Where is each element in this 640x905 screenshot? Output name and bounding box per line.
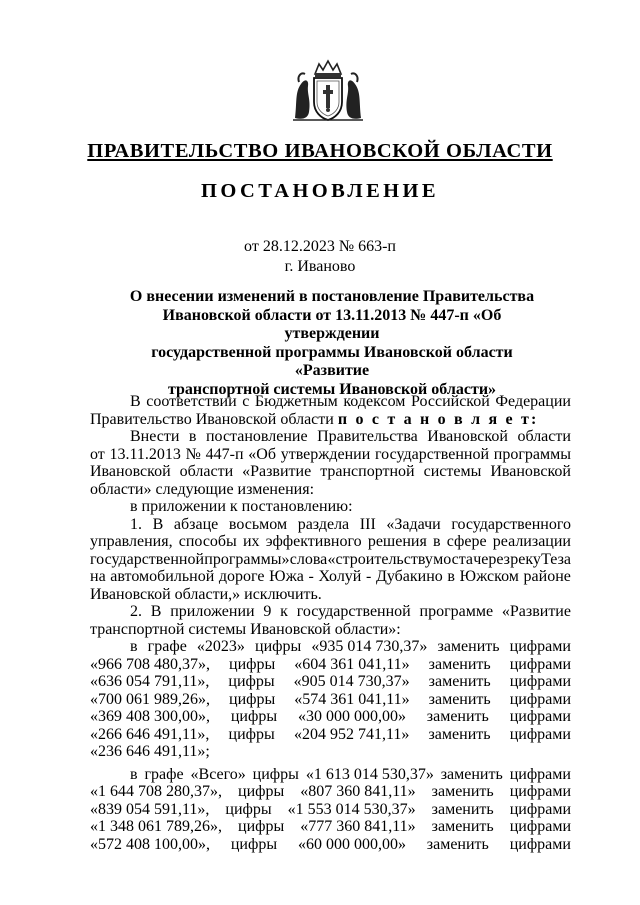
body-word: заменить — [428, 725, 491, 743]
body-word: цифры — [229, 690, 276, 708]
city: г. Иваново — [284, 258, 356, 275]
body-word: восьмом — [228, 515, 288, 533]
title-line: О внесении изменений в постановление Правительства — [129, 288, 535, 305]
body-word: слова — [289, 550, 328, 568]
body-line — [90, 691, 571, 709]
body-word: цифрами — [509, 765, 571, 783]
body-line — [90, 656, 571, 674]
body-word: цифры — [230, 835, 278, 853]
body-word: «266 646 491,11», — [90, 725, 210, 743]
body-word: программе — [419, 603, 494, 620]
body-line — [90, 603, 571, 621]
body-line: Ивановской области,» исключить. — [90, 585, 322, 603]
body-word: в — [433, 533, 441, 550]
body-line — [90, 411, 571, 429]
body-word: цифрами — [509, 818, 571, 835]
body-word: заменить — [426, 708, 489, 725]
body-word: Дубакино — [375, 568, 443, 585]
body-word: цифрами — [509, 783, 571, 800]
body-word: Ивановской — [90, 463, 171, 480]
body-word: Федерации — [495, 393, 571, 410]
body-word: программы — [493, 445, 571, 463]
body-word: «Всего» — [190, 765, 246, 783]
body-word: «1 613 014 530,37» — [305, 765, 434, 783]
body-word: Южа — [269, 568, 304, 585]
body-line — [90, 783, 571, 801]
body-word: соответствии — [146, 393, 237, 410]
body-word: заменить — [431, 783, 494, 800]
body-word: заменить — [428, 673, 491, 690]
body-word: приложении — [170, 603, 255, 620]
government-heading: ПРАВИТЕЛЬСТВО ИВАНОВСКОЙ ОБЛАСТИ — [87, 140, 553, 162]
body-word: «369 408 300,00», — [90, 708, 210, 725]
body-word: - — [308, 568, 314, 585]
body-word: цифры — [228, 673, 275, 690]
body-line — [90, 726, 571, 744]
document-type-heading: ПОСТАНОВЛЕНИЕ — [201, 180, 439, 202]
body-word: реку — [510, 550, 541, 568]
body-word: «Задачи — [386, 515, 441, 533]
body-word: «1 348 061 789,26», — [90, 818, 222, 835]
body-word: В — [130, 393, 141, 410]
body-word: «2023» — [196, 638, 245, 655]
body-word: «Развитие — [501, 603, 571, 620]
body-word: программы» — [204, 550, 290, 568]
body-word: на — [90, 568, 106, 585]
body-line: транспортной системы Ивановской области»: — [90, 620, 401, 638]
body-word: № — [185, 445, 201, 463]
body-word: Ивановской — [427, 428, 508, 445]
body-word: кодексом — [343, 393, 406, 410]
body-word: цифрами — [509, 835, 571, 853]
body-line: в приложении к постановлению: — [130, 498, 353, 515]
body-word: государственной — [296, 603, 411, 620]
body-word: цифрами — [509, 638, 571, 655]
body-word: цифры — [225, 800, 272, 818]
body-word: в — [130, 765, 138, 783]
body-word: «700 061 989,26», — [90, 690, 210, 708]
body-word: 1. — [130, 515, 142, 533]
body-word: управления, — [90, 533, 173, 550]
body-word: III — [359, 515, 376, 533]
body-word: «Развитие — [242, 463, 312, 480]
body-line — [90, 836, 571, 854]
body-word: заменить — [431, 800, 494, 818]
body-word: 9 — [263, 603, 272, 620]
body-word: раздела — [297, 515, 350, 533]
body-word: «60 000 000,00» — [297, 835, 406, 853]
body-word: 447-п — [205, 445, 244, 463]
body-word: цифрами — [509, 708, 571, 725]
body-line — [90, 463, 571, 481]
body-line — [90, 533, 571, 551]
resolves-word: п о с т а н о в л я е т: — [337, 410, 539, 428]
body-word: цифрами — [509, 800, 571, 818]
body-word: - — [366, 568, 372, 585]
body-word: реализации — [492, 533, 571, 550]
body-line — [90, 638, 571, 656]
body-word: заменить — [440, 765, 503, 783]
body-word: Бюджетным — [254, 393, 338, 410]
body-line — [90, 516, 571, 534]
body-word: «1 644 708 280,37», — [90, 783, 222, 800]
body-word: Правительства — [317, 428, 418, 445]
body-word: 2. — [130, 603, 142, 620]
body-word: через — [473, 550, 510, 568]
body-line — [90, 568, 571, 586]
body-word: «807 360 841,11» — [300, 783, 416, 800]
date-and-number-block — [0, 237, 640, 277]
body-word: графе — [147, 638, 187, 655]
body-line — [90, 818, 571, 836]
body-word: в — [188, 428, 197, 445]
body-word: в — [130, 638, 138, 655]
body-word: «30 000 000,00» — [297, 708, 406, 725]
title-line: Ивановской области от 13.11.2013 № 447-п «Об утверждении — [162, 306, 502, 342]
body-word: заменить — [428, 690, 491, 708]
body-line — [90, 551, 571, 569]
coat-of-arms-icon — [291, 58, 365, 124]
body-word: транспортной — [320, 463, 415, 480]
body-word: области — [517, 428, 571, 445]
body-word: Ивановской — [490, 463, 571, 480]
body-word: сфере — [446, 533, 487, 550]
body-text: Правительство Ивановской области — [90, 410, 338, 428]
body-word: цифры — [238, 783, 285, 800]
body-word: системы — [423, 463, 482, 480]
body-word: заменить — [431, 818, 494, 835]
body-line — [90, 801, 571, 819]
body-word: цифрами — [509, 725, 571, 743]
body-word: автомобильной — [110, 568, 215, 585]
body-word: «636 054 791,11», — [90, 673, 210, 690]
title-line: транспортной системы Ивановской области» — [167, 380, 497, 398]
body-word: «574 361 041,11» — [294, 690, 410, 708]
body-word: «839 054 591,11», — [90, 800, 210, 818]
body-word: дороге — [218, 568, 265, 585]
body-word: государственного — [451, 515, 571, 533]
body-word: «935 014 730,37» — [311, 638, 428, 655]
body-word: цифры — [252, 765, 299, 783]
body-word: «777 360 841,11» — [300, 818, 416, 835]
body-word: цифрами — [509, 690, 571, 708]
date-number: от 28.12.2023 № 663-п — [244, 238, 396, 255]
body-word: цифры — [238, 818, 285, 835]
body-line: области» следующие изменения: — [90, 480, 315, 498]
body-word: заменить — [428, 655, 491, 673]
body-word: графе — [144, 765, 184, 783]
body-word: постановление — [205, 428, 308, 445]
body-word: цифры — [228, 725, 275, 743]
body-word: моста — [433, 550, 473, 568]
body-word: Теза — [541, 550, 571, 568]
body-line — [90, 428, 571, 446]
body-word: цифрами — [509, 655, 571, 673]
body-word: заменить — [426, 835, 489, 853]
body-word: В — [152, 515, 164, 533]
body-word: государственной — [90, 550, 205, 568]
body-word: «604 361 041,11» — [294, 655, 410, 673]
title-line: государственной программы Ивановской области «Развитие — [151, 343, 513, 379]
decree-title — [120, 288, 544, 399]
body-word: «905 014 730,37» — [293, 673, 410, 690]
body-word: Холуй — [318, 568, 362, 585]
body-line — [90, 673, 571, 691]
decree-body — [90, 393, 571, 853]
body-word: цифры — [255, 638, 302, 655]
body-word: «966 708 480,37», — [90, 655, 210, 673]
body-word: утверждении — [280, 445, 371, 463]
body-word: «204 952 741,11» — [293, 725, 410, 743]
body-line — [90, 766, 571, 784]
body-line — [90, 708, 571, 726]
body-word: Внести — [130, 428, 180, 445]
body-word: Южском — [459, 568, 519, 585]
body-word: 13.11.2013 — [109, 445, 181, 463]
body-word: «572 408 100,00», — [90, 835, 210, 853]
body-word: цифрами — [509, 673, 571, 690]
body-line — [90, 446, 571, 464]
body-word: «Об — [248, 445, 276, 463]
body-word: к — [280, 603, 288, 620]
body-word: «строительству — [327, 550, 433, 568]
body-line: «236 646 491,11»; — [90, 743, 210, 760]
body-word: абзаце — [173, 515, 219, 533]
body-word: решения — [367, 533, 427, 550]
body-word: в — [447, 568, 455, 585]
body-line — [90, 393, 571, 411]
body-word: государственной — [375, 445, 490, 463]
body-word: эффективного — [265, 533, 362, 550]
body-word: с — [242, 393, 250, 410]
body-word: области — [179, 463, 234, 480]
body-word: заменить — [437, 638, 500, 655]
body-word: «1 553 014 530,37» — [287, 800, 416, 818]
body-word: Российской — [410, 393, 490, 410]
body-word: способы — [178, 533, 237, 550]
body-word: цифры — [229, 655, 276, 673]
body-word: районе — [523, 568, 571, 585]
body-word: В — [150, 603, 162, 620]
body-word: цифры — [230, 708, 278, 725]
body-word: их — [242, 533, 260, 550]
body-word: от — [90, 445, 105, 463]
